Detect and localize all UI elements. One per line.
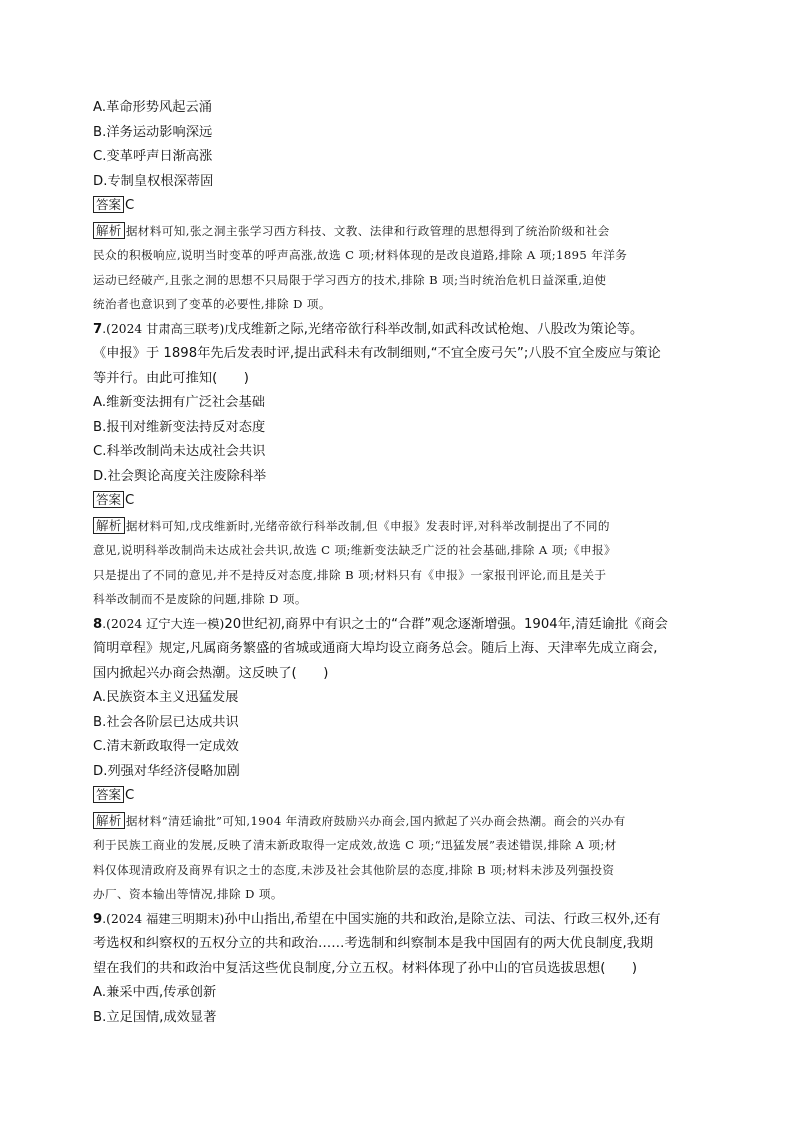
q7-stem-line-1 [93,317,703,343]
q8-stem-line-2: 简明章程》规定,凡属商务繁盛的省城或通商大埠均设立商务总会。随后上海、天津率先成立商会, [93,641,658,656]
q8-analysis-line-2: 利于民族工商业的发展,反映了清末新政取得一定成效,故选 C 项;“迅猛发展”表述错误,排除 A 项;材 [93,838,617,852]
q6-analysis-line-2: 民众的积极响应,说明当时变革的呼声高涨,故选 C 项;材料体现的是改良道路,排除 A 项;1895 年洋务 [93,248,628,262]
answer-label: 答案 [93,196,124,213]
q7-stem-line-3: 等并行。由此可推知( ) [93,370,250,386]
q8-analysis-line-1 [93,809,703,834]
q6-option-d: D.专制皇权根深蒂固 [93,173,214,189]
q7-analysis-line-1 [93,514,703,539]
q7-option-c: C.科举改制尚未达成社会共识 [93,444,266,459]
answer-value: C [125,493,135,508]
analysis-label: 解析 [93,812,125,829]
q9-stem-line-1 [93,907,703,933]
q6-analysis-line-3: 运动已经破产,且张之洞的思想不只局限于学习西方的技术,排除 B 项;当时统治危机日益深重,迫使 [93,272,607,287]
analysis-text: 据材料可知,戊戌维新时,光绪帝欲行科举改制,但《申报》发表时评,对科举改制提出了不同的 [125,518,610,533]
exam-page [93,96,703,1030]
q8-analysis-line-3: 料仅体现清政府及商界有识之士的态度,未涉及社会其他阶层的态度,排除 B 项;材料未涉及列强投资 [93,862,615,877]
q7-stem-line-2: 《申报》于 1898年先后发表时评,提出武科未有改制细则,“不宜全废弓矢”;八股不宜全废应与策论 [93,346,661,361]
answer-value: C [125,788,135,803]
q6-analysis-line-4: 统治者也意识到了变革的必要性,排除 D 项。 [93,297,331,311]
analysis-text: 据材料可知,张之洞主张学习西方科技、文教、法律和行政管理的思想得到了统治阶级和社会 [125,223,610,238]
q6-option-c: C.变革呼声日渐高涨 [93,149,213,164]
answer-label: 答案 [93,786,124,803]
q8-option-b: B.社会各阶层已达成共识 [93,714,239,730]
q7-answer [93,489,703,514]
q8-stem-line-3: 国内掀起兴办商会热潮。这反映了( ) [93,665,329,681]
q7-option-b: B.报刊对维新变法持反对态度 [93,419,266,435]
answer-label: 答案 [93,491,124,508]
q9-stem-line-2: 考选权和纠察权的五权分立的共和政治……考选制和纠察制本是我中国固有的两大优良制度,我期 [93,936,654,951]
q6-option-a: A.革命形势风起云涌 [93,100,212,115]
q8-option-c: C.清末新政取得一定成效 [93,739,239,754]
q6-answer [93,194,703,219]
q6-analysis-line-1 [93,219,703,244]
q8-option-a: A.民族资本主义迅猛发展 [93,690,239,705]
q8-answer [93,784,703,809]
question-source: .(2024 福建三明期末) [102,911,225,926]
analysis-text: 据材料“清廷谕批”可知,1904 年清政府鼓励兴办商会,国内掀起了兴办商会热潮。商会的兴办有 [125,813,626,828]
analysis-label: 解析 [93,222,125,239]
q9-option-a: A.兼采中西,传承创新 [93,985,217,1000]
stem-text: 20世纪初,商界中有识之士的“合群”观念逐渐增强。1904年,清廷谕批《商会 [224,616,668,632]
stem-text: 孙中山指出,希望在中国实施的共和政治,是除立法、司法、行政三权外,还有 [224,911,661,927]
q8-stem-line-1 [93,612,703,638]
analysis-label: 解析 [93,517,125,534]
q7-analysis-line-4: 科举改制而不是废除的问题,排除 D 项。 [93,592,307,606]
q7-analysis-line-3: 只是提出了不同的意见,并不是持反对态度,排除 B 项;材料只有《申报》一家报刊评论,而且是关于 [93,567,607,582]
question-number: 9 [93,911,103,927]
q7-option-a: A.维新变法拥有广泛社会基础 [93,395,265,410]
q7-analysis-line-2: 意见,说明科举改制尚未达成社会共识,故选 C 项;维新变法缺乏广泛的社会基础,排除 A 项;《申报》 [93,543,617,557]
stem-text: 戊戌维新之际,光绪帝欲行科举改制,如武科改试枪炮、八股改为策论等。 [224,321,644,337]
q7-option-d: D.社会舆论高度关注废除科举 [93,468,267,484]
question-number: 7 [93,321,103,337]
q8-analysis-line-4: 办厂、资本输出等情况,排除 D 项。 [93,887,283,901]
question-source: .(2024 辽宁大连一模) [102,616,225,631]
q6-option-b: B.洋务运动影响深远 [93,124,213,140]
q8-option-d: D.列强对华经济侵略加剧 [93,763,240,779]
answer-value: C [125,198,135,213]
question-source: .(2024 甘肃高三联考) [102,321,225,336]
q9-option-b: B.立足国情,成效显著 [93,1009,217,1025]
question-number: 8 [93,616,103,632]
q9-stem-line-3: 望在我们的共和政治中复活这些优良制度,分立五权。材料体现了孙中山的官员选拔思想( ) [93,960,638,976]
